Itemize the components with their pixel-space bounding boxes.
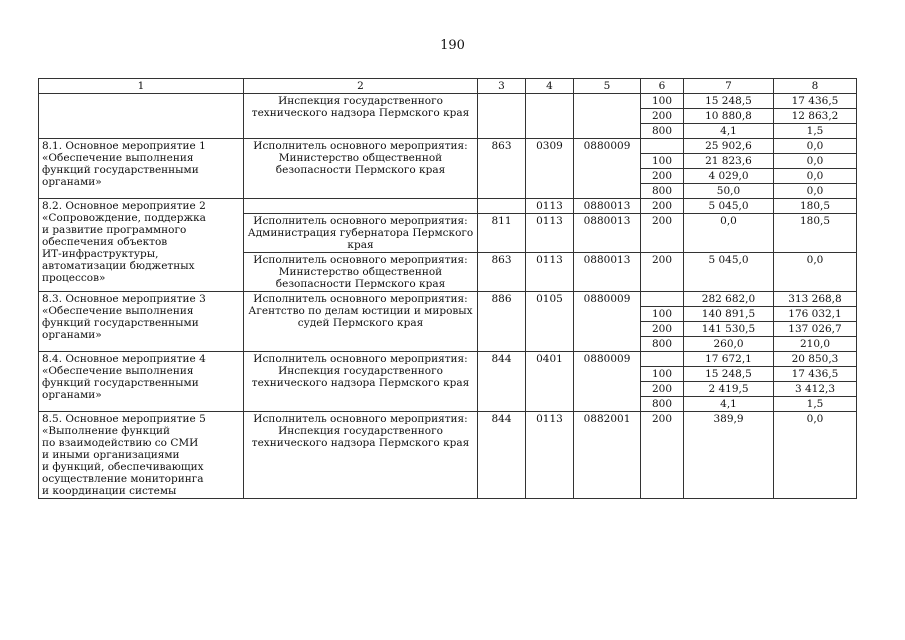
amount-col-7: 15 248,5 — [684, 367, 774, 382]
budget-table — [38, 78, 857, 499]
activity-name: 8.5. Основное мероприятие 5 «Выполнение функций по взаимодействию со СМИ и иными организациями и функций, обеспечивающих осуществление мониторинга и координации системы — [39, 412, 244, 499]
column-header: 4 — [526, 79, 574, 94]
expense-type-code: 800 — [641, 184, 684, 199]
expense-type-code: 100 — [641, 307, 684, 322]
column-header: 5 — [574, 79, 641, 94]
column-header: 3 — [478, 79, 526, 94]
amount-col-7: 17 672,1 — [684, 352, 774, 367]
target-article-code: 0880013 — [574, 214, 641, 253]
expense-type-code: 200 — [641, 214, 684, 253]
amount-col-7: 260,0 — [684, 337, 774, 352]
ministry-code: 844 — [478, 412, 526, 499]
amount-col-7: 21 823,6 — [684, 154, 774, 169]
table-row — [39, 94, 857, 109]
section-code: 0113 — [526, 214, 574, 253]
executor-name: Исполнитель основного мероприятия: Инспекция государственного технического надзора Пермского края — [244, 352, 478, 412]
amount-col-8: 313 268,8 — [774, 292, 857, 307]
expense-type-code: 100 — [641, 94, 684, 109]
expense-type-code: 200 — [641, 169, 684, 184]
amount-col-7: 2 419,5 — [684, 382, 774, 397]
amount-col-7: 25 902,6 — [684, 139, 774, 154]
expense-type-code: 800 — [641, 337, 684, 352]
target-article-code: 0880009 — [574, 139, 641, 199]
amount-col-7: 0,0 — [684, 214, 774, 253]
expense-type-code: 800 — [641, 397, 684, 412]
amount-col-8: 17 436,5 — [774, 367, 857, 382]
column-header: 2 — [244, 79, 478, 94]
ministry-code: 863 — [478, 139, 526, 199]
amount-col-8: 137 026,7 — [774, 322, 857, 337]
amount-col-7: 4,1 — [684, 397, 774, 412]
expense-type-code: 200 — [641, 199, 684, 214]
executor-name: Исполнитель основного мероприятия: Администрация губернатора Пермского края — [244, 214, 478, 253]
expense-type-code — [641, 139, 684, 154]
activity-name: 8.3. Основное мероприятие 3 «Обеспечение выполнения функций государственными органами» — [39, 292, 244, 352]
amount-col-7: 5 045,0 — [684, 199, 774, 214]
executor-name: Исполнитель основного мероприятия: Агентство по делам юстиции и мировых судей Пермского края — [244, 292, 478, 352]
expense-type-code: 100 — [641, 367, 684, 382]
target-article-code — [574, 94, 641, 139]
amount-col-7: 282 682,0 — [684, 292, 774, 307]
amount-col-8: 0,0 — [774, 169, 857, 184]
section-code: 0113 — [526, 199, 574, 214]
amount-col-8: 1,5 — [774, 397, 857, 412]
target-article-code: 0880009 — [574, 292, 641, 352]
ministry-code — [478, 199, 526, 214]
amount-col-8: 180,5 — [774, 214, 857, 253]
amount-col-8: 12 863,2 — [774, 109, 857, 124]
amount-col-7: 10 880,8 — [684, 109, 774, 124]
amount-col-7: 50,0 — [684, 184, 774, 199]
section-code: 0113 — [526, 253, 574, 292]
ministry-code: 886 — [478, 292, 526, 352]
amount-col-7: 5 045,0 — [684, 253, 774, 292]
ministry-code: 844 — [478, 352, 526, 412]
table-row — [39, 139, 857, 154]
amount-col-8: 0,0 — [774, 139, 857, 154]
executor-name: Инспекция государственного технического надзора Пермского края — [244, 94, 478, 139]
activity-name: 8.2. Основное мероприятие 2 «Сопровождение, поддержка и развитие программного обеспечения объектов ИТ-инфраструктуры, автоматизации бюджетных процессов» — [39, 199, 244, 292]
table-row — [39, 352, 857, 367]
amount-col-8: 1,5 — [774, 124, 857, 139]
table-body — [39, 79, 857, 499]
executor-name — [244, 199, 478, 214]
column-header: 6 — [641, 79, 684, 94]
amount-col-8: 20 850,3 — [774, 352, 857, 367]
executor-name: Исполнитель основного мероприятия: Инспекция государственного технического надзора Пермского края — [244, 412, 478, 499]
target-article-code: 0880009 — [574, 352, 641, 412]
amount-col-8: 3 412,3 — [774, 382, 857, 397]
section-code: 0113 — [526, 412, 574, 499]
amount-col-7: 140 891,5 — [684, 307, 774, 322]
expense-type-code: 200 — [641, 382, 684, 397]
expense-type-code: 200 — [641, 412, 684, 499]
amount-col-7: 4 029,0 — [684, 169, 774, 184]
amount-col-8: 0,0 — [774, 184, 857, 199]
ministry-code: 811 — [478, 214, 526, 253]
amount-col-7: 389,9 — [684, 412, 774, 499]
expense-type-code: 200 — [641, 253, 684, 292]
executor-name: Исполнитель основного мероприятия: Министерство общественной безопасности Пермского края — [244, 139, 478, 199]
executor-name: Исполнитель основного мероприятия: Министерство общественной безопасности Пермского края — [244, 253, 478, 292]
expense-type-code: 100 — [641, 154, 684, 169]
table-row — [39, 412, 857, 499]
target-article-code: 0880013 — [574, 253, 641, 292]
expense-type-code: 200 — [641, 322, 684, 337]
amount-col-8: 210,0 — [774, 337, 857, 352]
expense-type-code — [641, 292, 684, 307]
activity-name: 8.1. Основное мероприятие 1 «Обеспечение выполнения функций государственными органами» — [39, 139, 244, 199]
amount-col-8: 0,0 — [774, 412, 857, 499]
ministry-code: 863 — [478, 253, 526, 292]
page-number: 190 — [440, 38, 465, 53]
amount-col-7: 15 248,5 — [684, 94, 774, 109]
column-header: 8 — [774, 79, 857, 94]
amount-col-8: 180,5 — [774, 199, 857, 214]
target-article-code: 0880013 — [574, 199, 641, 214]
ministry-code — [478, 94, 526, 139]
amount-col-8: 17 436,5 — [774, 94, 857, 109]
expense-type-code: 200 — [641, 109, 684, 124]
amount-col-8: 176 032,1 — [774, 307, 857, 322]
table-row — [39, 292, 857, 307]
activity-name — [39, 94, 244, 139]
column-header: 1 — [39, 79, 244, 94]
expense-type-code: 800 — [641, 124, 684, 139]
column-header: 7 — [684, 79, 774, 94]
activity-name: 8.4. Основное мероприятие 4 «Обеспечение выполнения функций государственными органами» — [39, 352, 244, 412]
target-article-code: 0882001 — [574, 412, 641, 499]
amount-col-8: 0,0 — [774, 253, 857, 292]
amount-col-8: 0,0 — [774, 154, 857, 169]
header-row — [39, 79, 857, 94]
section-code: 0309 — [526, 139, 574, 199]
section-code: 0105 — [526, 292, 574, 352]
table-row — [39, 199, 857, 214]
amount-col-7: 4,1 — [684, 124, 774, 139]
section-code — [526, 94, 574, 139]
section-code: 0401 — [526, 352, 574, 412]
amount-col-7: 141 530,5 — [684, 322, 774, 337]
expense-type-code — [641, 352, 684, 367]
